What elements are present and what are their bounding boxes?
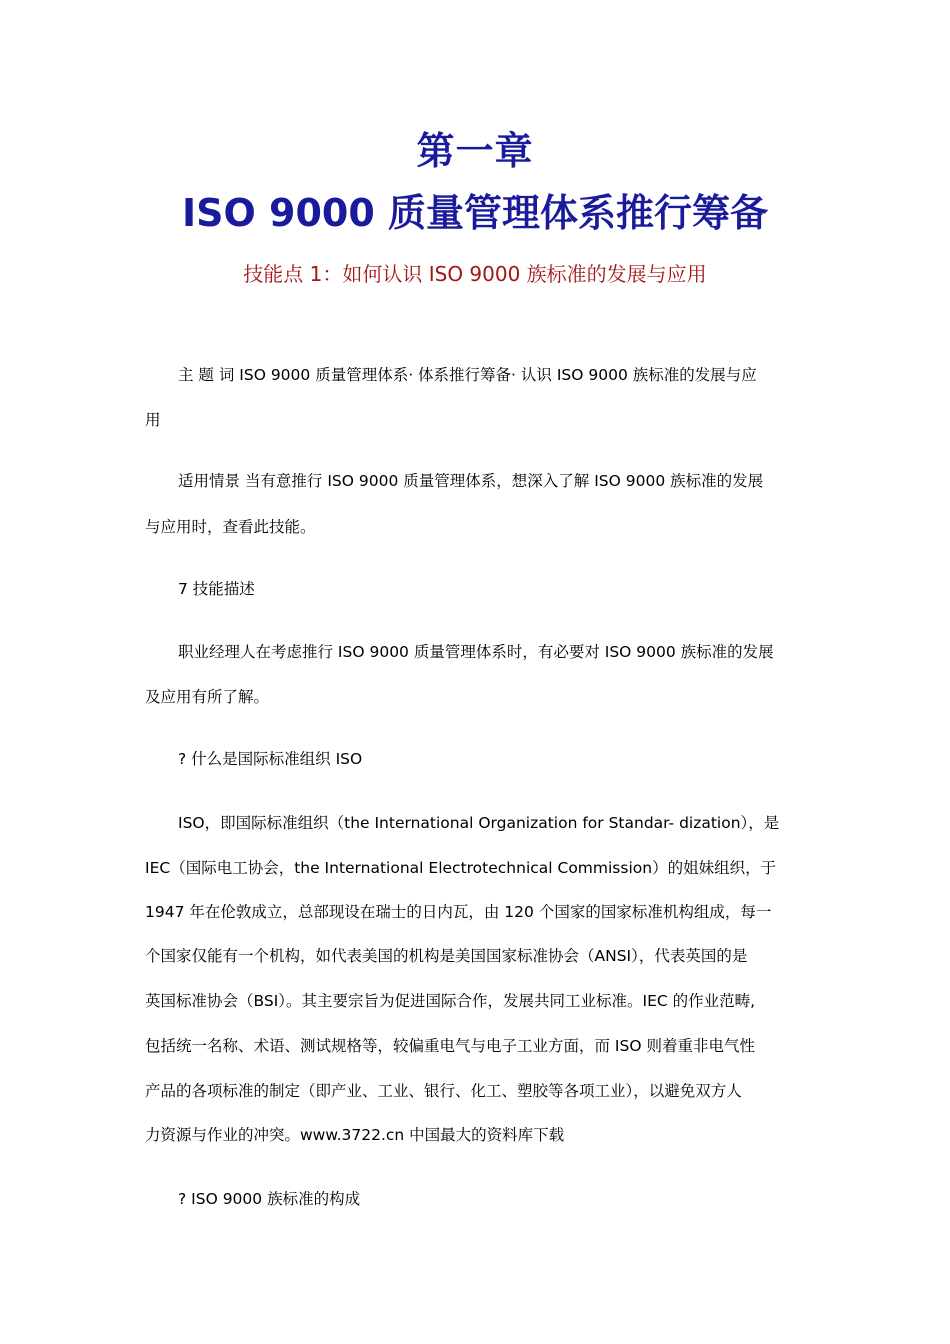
intro-line-2: 及应用有所了解。	[145, 688, 270, 706]
iso-paragraph-line: 包括统一名称、术语、测试规格等，较偏重电气与电子工业方面，而 ISO 则着重非电气性	[145, 1037, 755, 1055]
iso-paragraph-line: ISO，即国际标准组织（the International Organization for Standar- dization），是	[178, 814, 780, 832]
iso-paragraph-line: 1947 年在伦敦成立，总部现设在瑞士的日内瓦，由 120 个国家的国家标准机构组成，每一	[145, 903, 772, 921]
intro-line-1: 职业经理人在考虑推行 ISO 9000 质量管理体系时，有必要对 ISO 9000 族标准的发展	[178, 643, 774, 661]
scenario-line-1: 适用情景 当有意推行 ISO 9000 质量管理体系，想深入了解 ISO 9000 族标准的发展	[178, 472, 764, 490]
keywords-line-2: 用	[145, 411, 161, 429]
chapter-title: 第一章	[416, 129, 534, 173]
iso-paragraph-line: 个国家仅能有一个机构，如代表美国的机构是美国国家标准协会（ANSI），代表英国的是	[145, 947, 748, 965]
page-title: ISO 9000 质量管理体系推行筹备	[181, 191, 769, 235]
scenario-line-2: 与应用时，查看此技能。	[145, 518, 316, 536]
question-heading-iso: ? 什么是国际标准组织 ISO	[178, 750, 363, 768]
question-heading-iso9000: ? ISO 9000 族标准的构成	[178, 1190, 361, 1208]
iso-paragraph-line: IEC（国际电工协会，the International Electrotechnical Commission）的姐妹组织，于	[145, 859, 777, 877]
iso-paragraph-line: 英国标准协会（BSI）。其主要宗旨为促进国际合作，发展共同工业标准。IEC 的作业范畴,	[145, 992, 756, 1010]
iso-paragraph-line: 力资源与作业的冲突。www.3722.cn 中国最大的资料库下载	[145, 1126, 565, 1144]
section-heading: 7 技能描述	[178, 580, 255, 598]
keywords-line-1: 主 题 词 ISO 9000 质量管理体系· 体系推行筹备· 认识 ISO 9000 族标准的发展与应	[178, 366, 757, 384]
iso-paragraph-line: 产品的各项标准的制定（即产业、工业、银行、化工、塑胶等各项工业），以避免双方人	[145, 1082, 742, 1100]
skill-point-heading: 技能点 1：如何认识 ISO 9000 族标准的发展与应用	[243, 262, 707, 286]
